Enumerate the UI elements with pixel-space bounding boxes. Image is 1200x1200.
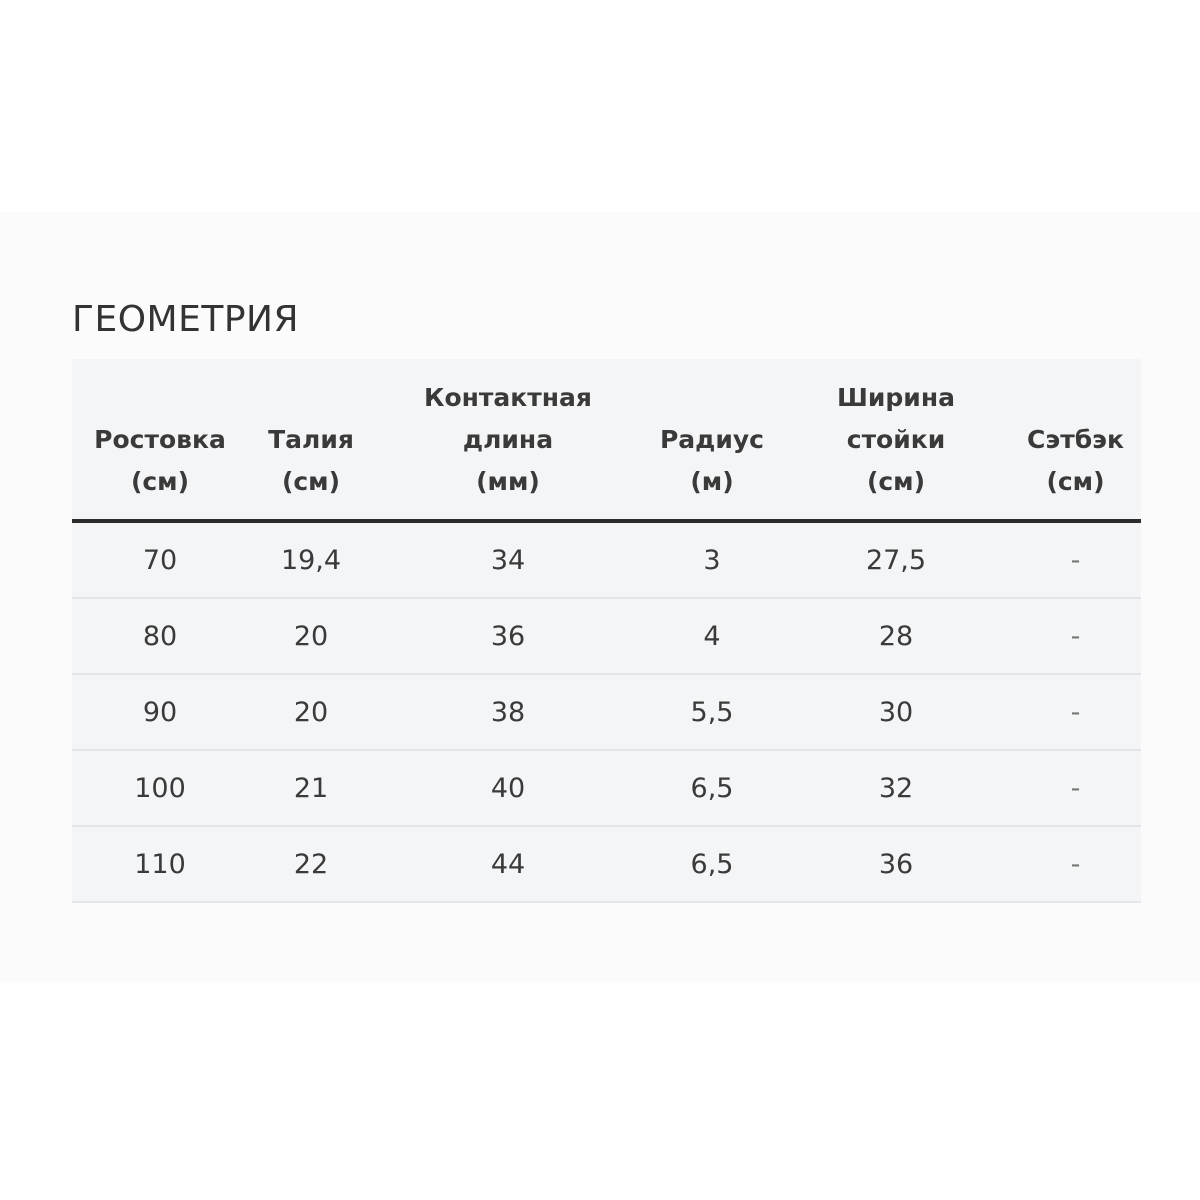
cell-contact-length: 38 [374,674,642,750]
cell-contact-length: 44 [374,826,642,902]
table-row [72,521,1141,598]
table-body [72,521,1141,902]
column-header-label: Ростовка [94,425,226,454]
column-header-unit: (см) [866,467,926,496]
cell-waist: 22 [248,826,374,902]
cell-waist: 20 [248,674,374,750]
cell-stance-width: 32 [782,750,1010,826]
table-header [72,359,1141,521]
column-header-unit: (см) [130,467,190,496]
column-header-setback [1010,359,1141,521]
cell-waist: 21 [248,750,374,826]
cell-radius: 4 [642,598,782,674]
cell-radius: 5,5 [642,674,782,750]
cell-waist: 19,4 [248,521,374,598]
cell-stance-width: 27,5 [782,521,1010,598]
cell-setback: - [1010,674,1141,750]
page-title: ГЕОМЕТРИЯ [72,299,299,340]
table-row [72,826,1141,902]
cell-radius: 6,5 [642,750,782,826]
column-header-stance-width [782,359,1010,521]
cell-radius: 6,5 [642,826,782,902]
cell-contact-length: 34 [374,521,642,598]
column-header-contact-length [374,359,642,521]
cell-stance-width: 30 [782,674,1010,750]
cell-radius: 3 [642,521,782,598]
column-header-waist [248,359,374,521]
column-header-unit: (мм) [476,467,540,496]
cell-contact-length: 36 [374,598,642,674]
cell-size: 80 [72,598,248,674]
cell-contact-length: 40 [374,750,642,826]
table-row [72,598,1141,674]
cell-size: 110 [72,826,248,902]
cell-setback: - [1010,598,1141,674]
cell-setback: - [1010,826,1141,902]
column-header-size [72,359,248,521]
cell-size: 90 [72,674,248,750]
cell-setback: - [1010,750,1141,826]
cell-waist: 20 [248,598,374,674]
column-header-unit: (см) [281,467,341,496]
column-header-unit: (см) [1046,467,1105,496]
table-row [72,750,1141,826]
column-header-radius [642,359,782,521]
table-row [72,674,1141,750]
column-header-unit: (м) [690,467,734,496]
header-row [72,359,1141,521]
cell-size: 100 [72,750,248,826]
column-header-label: Радиус [659,425,765,454]
cell-setback: - [1010,521,1141,598]
cell-stance-width: 36 [782,826,1010,902]
column-header-label: Талия [268,425,354,454]
column-header-label: Контактная длина [424,383,592,454]
geometry-table [72,359,1141,903]
cell-size: 70 [72,521,248,598]
cell-stance-width: 28 [782,598,1010,674]
column-header-label: Сэтбэк [1027,425,1124,454]
column-header-label: Ширина стойки [837,383,955,454]
